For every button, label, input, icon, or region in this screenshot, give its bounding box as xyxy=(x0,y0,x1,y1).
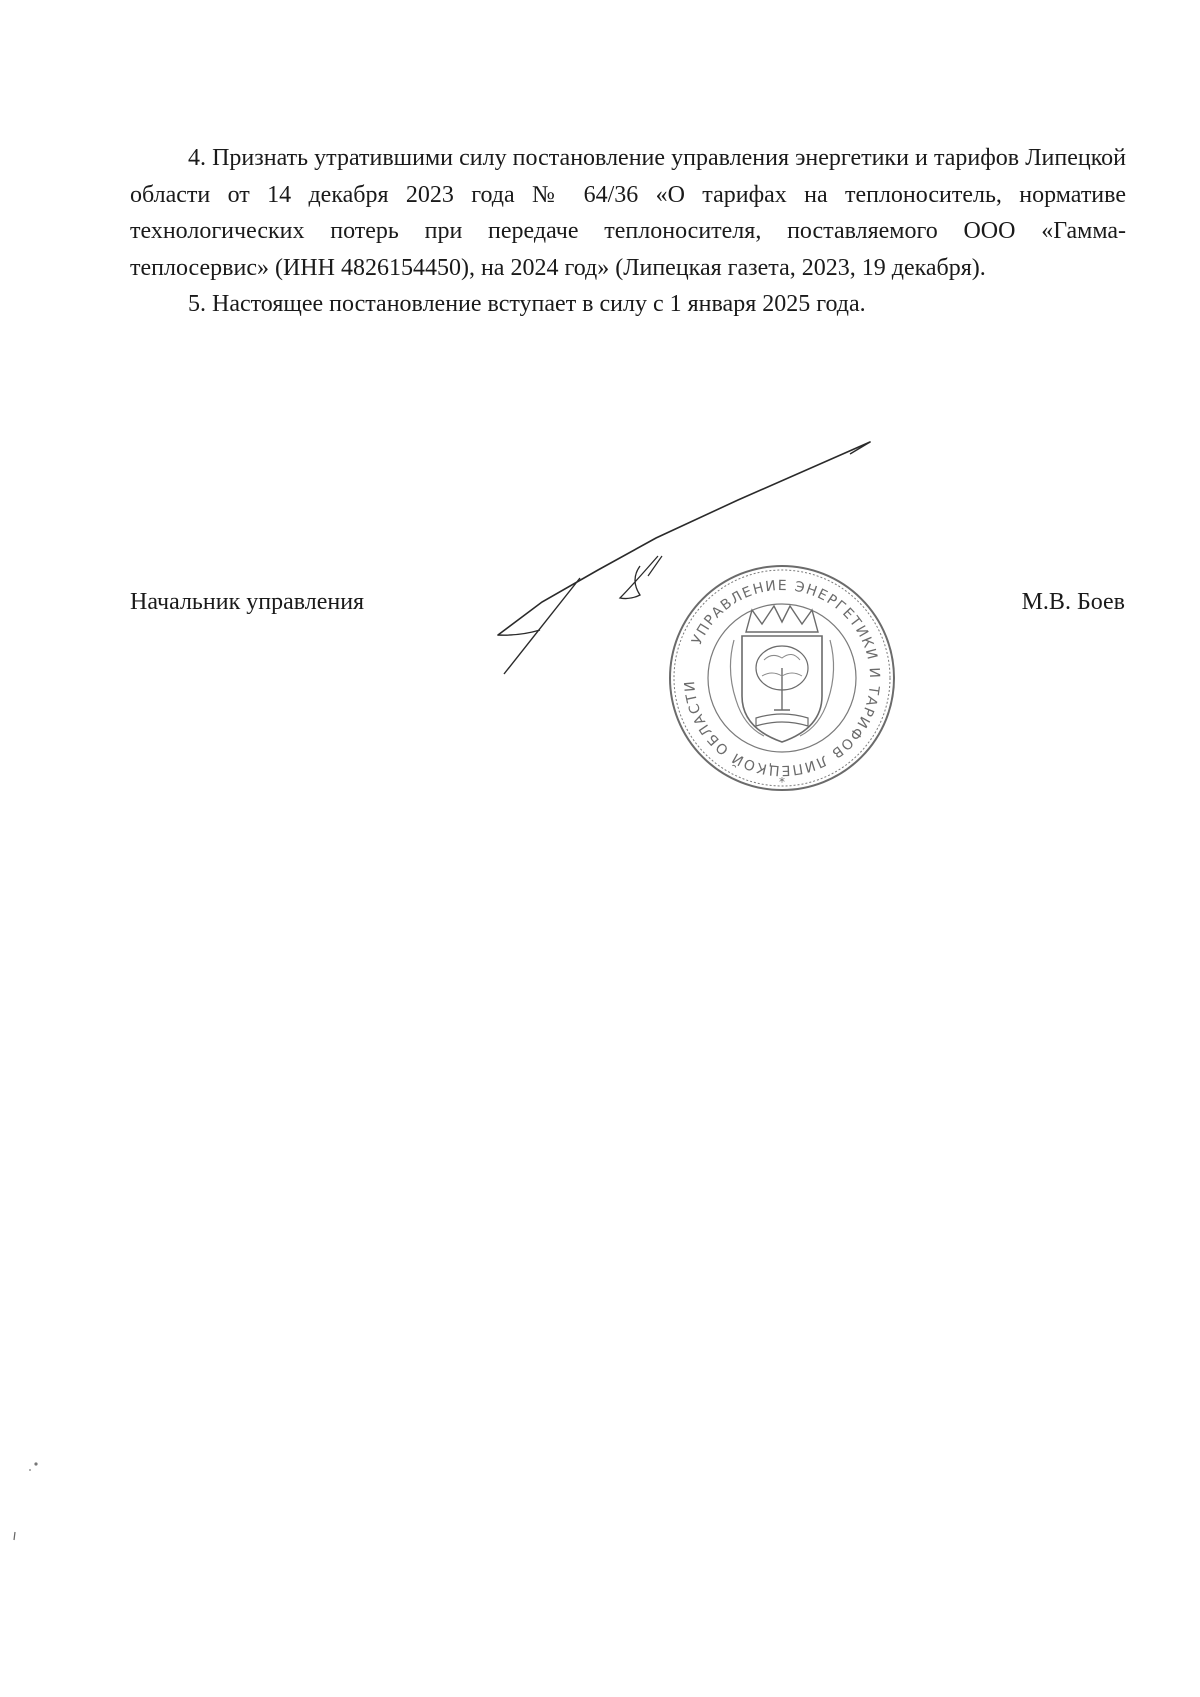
svg-text:УПРАВЛЕНИЕ ЭНЕРГЕТИКИ И ТАРИФО: УПРАВЛЕНИЕ ЭНЕРГЕТИКИ И ТАРИФОВ ЛИПЕЦКОЙ ОБЛАСТИ xyxy=(681,577,883,779)
paragraph-item-5: 5. Настоящее постановление вступает в силу с 1 января 2025 года. xyxy=(188,291,866,317)
svg-text:*: * xyxy=(779,775,785,789)
paragraph-item-4: 4. Признать утратившими силу постановление управления энергетики и тарифов Липецкой области от 14 декабря 2023 года № 64/36 «О тарифах на теплоноситель, нормативе технологических потерь при передаче теплоносителя, поставляемого ООО «Гамма-теплосервис» (ИНН 4826154450), на 2024 год» (Липецкая газета, 2023, 19 декабря). xyxy=(130,145,1126,281)
signatory-position: Начальник управления xyxy=(130,589,365,615)
signatory-name: М.В. Боев xyxy=(1021,589,1125,615)
